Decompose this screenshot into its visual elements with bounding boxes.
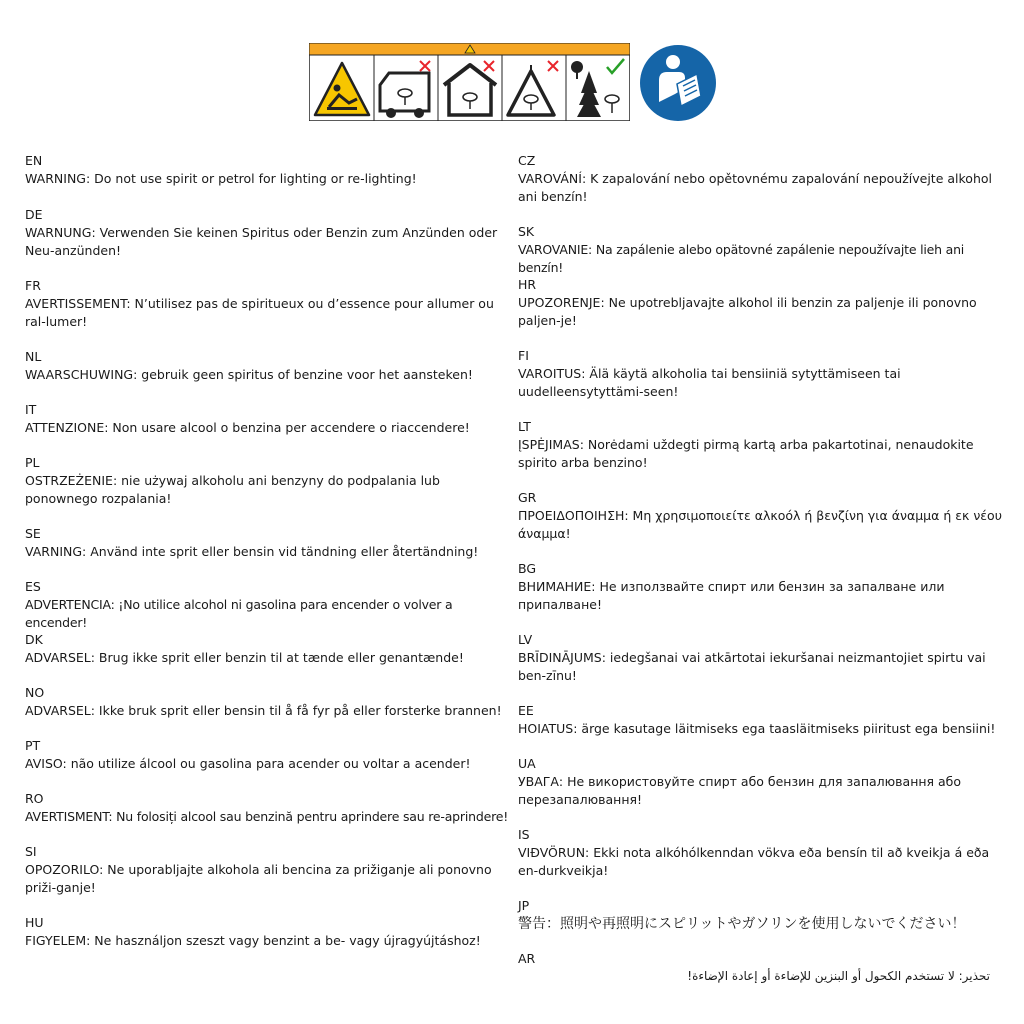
- language-code: EN: [25, 153, 43, 168]
- language-code: BG: [518, 561, 537, 576]
- warning-entry-is: [518, 826, 1008, 897]
- language-code: HU: [25, 915, 44, 930]
- language-code: ES: [25, 579, 41, 594]
- warning-text: تحذير: لا تستخدم الكحول أو البنزين للإضاءة أو إعادة الإضاءة!: [687, 969, 990, 983]
- warning-text: VIÐVÖRUN: Ekki nota alkóhólkenndan vökva eða bensín til að kveikja á eða en-durkveikja!: [518, 845, 990, 878]
- warning-entry-fi: [518, 347, 1008, 418]
- language-code: DK: [25, 632, 43, 647]
- warning-text: ADVARSEL: Brug ikke sprit eller benzin til at tænde eller genantænde!: [25, 650, 464, 665]
- warning-text: VAROITUS: Älä käytä alkoholia tai bensiiniä sytyttämiseen tai uudelleensytyttämi-seen!: [518, 366, 901, 399]
- warning-text: VARNING: Använd inte sprit eller bensin vid tändning eller återtändning!: [25, 544, 479, 559]
- warning-entry-it: [25, 401, 510, 454]
- warning-text: WARNING: Do not use spirit or petrol for lighting or re-lighting!: [25, 171, 417, 186]
- language-code: DE: [25, 207, 43, 222]
- warning-entry-jp: [518, 897, 1008, 950]
- warning-entry-ro: [25, 790, 510, 843]
- warning-entry-hr: [518, 276, 1008, 347]
- warning-entry-lt: [518, 418, 1008, 489]
- warning-text: WAARSCHUWING: gebruik geen spiritus of benzine voor het aansteken!: [25, 367, 473, 382]
- language-code: AR: [518, 951, 536, 966]
- warning-text: WARNUNG: Verwenden Sie keinen Spiritus oder Benzin zum Anzünden oder Neu-anzünden!: [25, 225, 498, 258]
- language-code: FR: [25, 278, 41, 293]
- language-code: IS: [518, 827, 530, 842]
- warning-text: 警告：照明や再照明にスピリットやガソリンを使用しないでください！: [518, 916, 966, 932]
- warning-text: VAROVANIE: Na zapálenie alebo opätovné zapálenie nepoužívajte lieh ani benzín!: [518, 242, 965, 275]
- left-column: [25, 152, 510, 954]
- warning-text: AVERTISSEMENT: N’utilisez pas de spiritueux ou d’essence pour allumer ou ral-lumer!: [25, 296, 494, 329]
- language-code: GR: [518, 490, 537, 505]
- warning-text: FIGYELEM: Ne használjon szeszt vagy benzint a be- vagy újragyújtáshoz!: [25, 933, 481, 948]
- warning-entry-fr: [25, 277, 510, 348]
- warning-text: VAROVÁNÍ: K zapalování nebo opětovnému zapalování nepoužívejte alkohol ani benzín!: [518, 171, 992, 204]
- language-code: SE: [25, 526, 41, 541]
- warning-text: UPOZORENJE: Ne upotrebljavajte alkohol ili benzin za paljenje ili ponovno paljen-je!: [518, 295, 977, 328]
- language-code: JP: [518, 898, 530, 913]
- warning-entry-gr: [518, 489, 1008, 560]
- warning-entry-dk: [25, 631, 510, 684]
- warning-entry-bg: [518, 560, 1008, 631]
- language-code: HR: [518, 277, 537, 292]
- language-code: UA: [518, 756, 536, 771]
- language-code: LV: [518, 632, 533, 647]
- warning-entry-pl: [25, 454, 510, 525]
- warning-text: OPOZORILO: Ne uporabljajte alkohola ali bencina za prižiganje ali ponovno priži-ganje!: [25, 862, 492, 895]
- warning-entry-se: [25, 525, 510, 578]
- language-code: RO: [25, 791, 44, 806]
- warning-text: ВНИМАНИЕ: Не използвайте спирт или бензин за запалване или припалване!: [518, 579, 945, 612]
- language-code: FI: [518, 348, 529, 363]
- warning-entry-de: [25, 206, 510, 277]
- warning-entry-ua: [518, 755, 1008, 826]
- warning-entry-si: [25, 843, 510, 914]
- language-code: SI: [25, 844, 37, 859]
- warning-entry-lv: [518, 631, 1008, 702]
- warning-text: ΠΡΟΕΙΔΟΠΟΙΗΣΗ: Μη χρησιμοποιείτε αλκοόλ ή βενζίνη για άναμμα ή εκ νέου άναμμα!: [518, 508, 1002, 541]
- read-manual-icon: [639, 44, 717, 122]
- warning-entry-ar: [518, 950, 1008, 990]
- warning-text: AVISO: não utilize álcool ou gasolina para acender ou voltar a acender!: [25, 756, 471, 771]
- language-code: NL: [25, 349, 42, 364]
- language-code: PL: [25, 455, 40, 470]
- warning-text: BRĪDINĀJUMS: iedegšanai vai atkārtotai iekuršanai neizmantojiet spirtu vai ben-zīnu!: [518, 650, 986, 683]
- safety-pictogram-banner: [309, 43, 630, 121]
- language-code: IT: [25, 402, 37, 417]
- language-code: NO: [25, 685, 45, 700]
- warning-text: ADVARSEL: Ikke bruk sprit eller bensin til å få fyr på eller forsterke brannen!: [25, 703, 502, 718]
- warning-entry-es: [25, 578, 510, 631]
- warning-text: HOIATUS: ärge kasutage läitmiseks ega taasläitmiseks piiritust ega bensiini!: [518, 721, 996, 736]
- warning-text: ADVERTENCIA: ¡No utilice alcohol ni gasolina para encender o volver a encender!: [25, 597, 453, 630]
- language-code: SK: [518, 224, 535, 239]
- language-code: EE: [518, 703, 534, 718]
- language-code: LT: [518, 419, 531, 434]
- warning-entry-no: [25, 684, 510, 737]
- right-column: [518, 152, 1008, 990]
- warning-entry-hu: [25, 914, 510, 954]
- warning-entry-nl: [25, 348, 510, 401]
- warning-text: УВАГА: Не використовуйте спирт або бензин для запалювання або перезапалювання!: [518, 774, 962, 807]
- language-code: CZ: [518, 153, 536, 168]
- warning-entry-en: [25, 152, 510, 206]
- warning-entry-cz: [518, 152, 1008, 223]
- warning-text: OSTRZEŻENIE: nie używaj alkoholu ani benzyny do podpalania lub ponownego rozpalania!: [25, 473, 440, 506]
- warning-entry-ee: [518, 702, 1008, 755]
- warning-text: AVERTISMENT: Nu folosiți alcool sau benzină pentru aprindere sau re-aprindere!: [25, 809, 509, 824]
- language-code: PT: [25, 738, 41, 753]
- warning-entry-sk: [518, 223, 1008, 276]
- warning-text: ATTENZIONE: Non usare alcool o benzina per accendere o riaccendere!: [25, 420, 470, 435]
- warning-entry-pt: [25, 737, 510, 790]
- warning-text: ĮSPĖJIMAS: Norėdami uždegti pirmą kartą arba pakartotinai, nenaudokite spirito arba benzino!: [518, 437, 974, 470]
